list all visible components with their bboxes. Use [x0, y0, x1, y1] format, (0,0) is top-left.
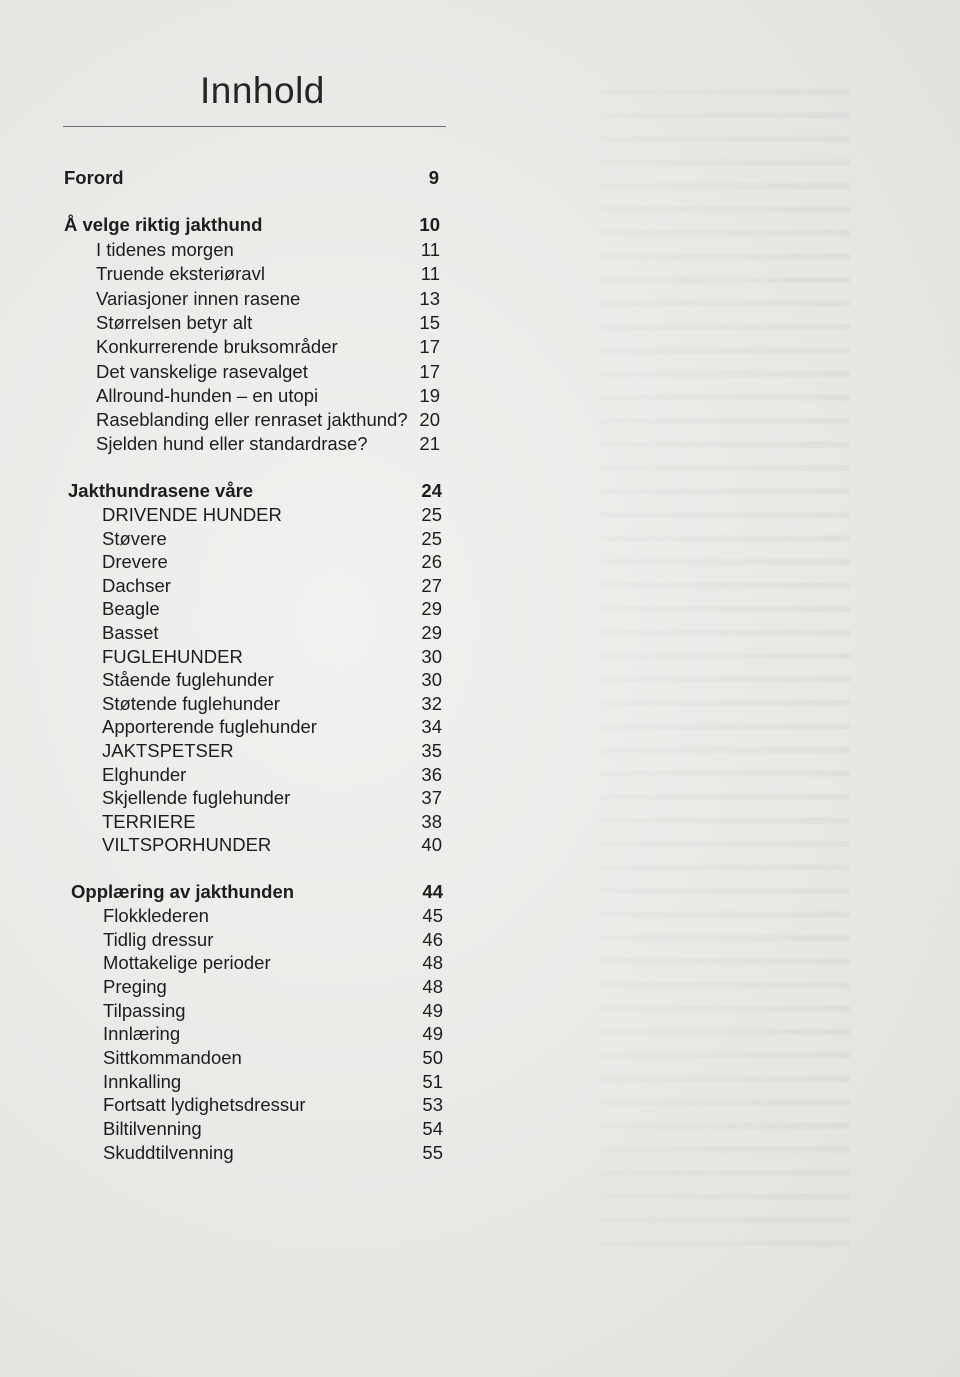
toc-entry-page-number: 25 — [421, 527, 442, 549]
toc-entry-label: JAKTSPETSER — [102, 740, 234, 761]
page-title: Innhold — [200, 70, 325, 111]
toc-entry — [96, 311, 440, 335]
toc-entry-label: FUGLEHUNDER — [102, 645, 243, 667]
toc-entry — [96, 408, 440, 432]
toc-entry-label: VILTSPORHUNDER — [102, 834, 272, 856]
toc-entry-label: Mottakelige perioder — [103, 952, 271, 974]
toc-entry-label: Elghunder — [102, 763, 187, 785]
toc-entry — [96, 432, 440, 456]
toc-entry-page-number: 15 — [419, 311, 440, 333]
toc-entry — [96, 262, 440, 286]
toc-entry-page-number: 11 — [420, 263, 440, 285]
toc-entry — [102, 739, 442, 763]
toc-entry-page-number: 38 — [421, 810, 442, 832]
toc-entry-page-number: 35 — [421, 740, 442, 761]
toc-entry-label: Sittkommandoen — [103, 1046, 242, 1068]
toc-entry-page-number: 49 — [422, 1023, 443, 1045]
toc-entry-page-number: 50 — [422, 1046, 443, 1068]
toc-entry — [96, 238, 440, 262]
toc-entry-page-number: 54 — [422, 1117, 443, 1139]
toc-entry-page-number: 37 — [421, 787, 442, 809]
section-page-number: 10 — [419, 214, 440, 235]
toc-entry-label: Fortsatt lydighetsdressur — [103, 1094, 306, 1116]
toc-entry-page-number: 17 — [419, 336, 440, 358]
toc-entry-page-number: 26 — [421, 551, 442, 573]
toc-entry — [102, 645, 442, 669]
toc-entry-page-number: 40 — [421, 834, 442, 856]
toc-entry-label: Flokklederen — [103, 905, 209, 926]
toc-entry-label: Variasjoner innen rasene — [96, 287, 301, 309]
toc-entry-page-number: 46 — [422, 928, 443, 950]
toc-entry-label: Preging — [103, 975, 167, 997]
toc-entry-label: Skuddtilvenning — [103, 1141, 234, 1163]
toc-entry — [103, 1093, 443, 1117]
toc-entry-page-number: 21 — [419, 433, 440, 455]
section-page-number: 9 — [428, 167, 439, 188]
toc-entry — [102, 574, 442, 598]
toc-entry — [102, 503, 442, 527]
toc-entry — [103, 928, 443, 952]
toc-entry-page-number: 36 — [421, 763, 442, 785]
toc-entry-label: Tilpassing — [103, 999, 186, 1021]
toc-entry-page-number: 29 — [421, 598, 442, 620]
section-heading-forord — [64, 166, 439, 190]
toc-entry-label: Støtende fuglehunder — [102, 692, 280, 714]
toc-entry — [102, 810, 442, 834]
toc-entry-label: Allround-hunden – en utopi — [96, 384, 319, 406]
toc-entry-page-number: 48 — [422, 975, 443, 997]
toc-entry-label: Skjellende fuglehunder — [102, 787, 291, 809]
toc-entry — [102, 786, 442, 810]
toc-entry — [96, 287, 440, 311]
toc-entry-label: Konkurrerende bruksområder — [96, 336, 338, 358]
toc-entry-label: Innkalling — [103, 1070, 182, 1092]
toc-entry — [102, 550, 442, 574]
section-heading-opplaering-av-jakthunden — [71, 880, 443, 904]
toc-entry-label: Beagle — [102, 598, 160, 620]
section-title: Opplæring av jakthunden — [71, 881, 295, 902]
toc-entry-label: Størrelsen betyr alt — [96, 311, 253, 333]
section-page-number: 24 — [421, 480, 442, 501]
toc-entry-label: Apporterende fuglehunder — [102, 716, 317, 738]
toc-entry — [102, 833, 442, 857]
toc-entry-label: Støvere — [102, 527, 167, 549]
toc-entry-page-number: 19 — [419, 384, 440, 406]
toc-entry-label: Stående fuglehunder — [102, 669, 274, 691]
toc-entry-page-number: 29 — [421, 622, 442, 643]
section-heading-jakthundrasene-vare — [68, 479, 442, 503]
toc-entry — [103, 1046, 443, 1070]
section-title: Å velge riktig jakthund — [64, 214, 263, 235]
toc-entry-page-number: 17 — [419, 360, 440, 382]
toc-entry — [96, 384, 440, 408]
toc-entry — [103, 1070, 443, 1094]
toc-entry-page-number: 45 — [422, 905, 443, 926]
toc-entry — [102, 715, 442, 739]
toc-entry-label: Tidlig dressur — [103, 928, 214, 950]
toc-entry-label: I tidenes morgen — [96, 239, 234, 260]
section-title: Jakthundrasene våre — [68, 480, 254, 501]
toc-entry — [96, 335, 440, 359]
toc-entry-page-number: 27 — [421, 574, 442, 596]
toc-entry-page-number: 53 — [422, 1094, 443, 1116]
toc-entry — [103, 904, 443, 928]
toc-entry-page-number: 13 — [419, 287, 440, 309]
toc-entry — [103, 1117, 443, 1141]
toc-entry-page-number: 55 — [422, 1141, 443, 1163]
toc-entry-label: TERRIERE — [102, 810, 196, 832]
toc-entry — [103, 1141, 443, 1165]
toc-entry-page-number: 51 — [422, 1070, 443, 1092]
toc-entry — [102, 692, 442, 716]
toc-entry — [103, 975, 443, 999]
section-title: Forord — [64, 167, 124, 188]
toc-entry — [96, 360, 440, 384]
toc-entry-label: DRIVENDE HUNDER — [102, 504, 282, 525]
toc-entry-label: Truende eksteriøravl — [96, 263, 265, 285]
toc-entry — [102, 527, 442, 551]
toc-entry — [102, 597, 442, 621]
toc-entry — [103, 1022, 443, 1046]
toc-entry-page-number: 32 — [421, 692, 442, 714]
toc-entry-page-number: 49 — [422, 999, 443, 1021]
toc-entry — [102, 763, 442, 787]
toc-entry-label: Biltilvenning — [103, 1117, 202, 1139]
section-heading-a-velge-riktig-jakthund — [64, 213, 440, 237]
toc-entry — [102, 621, 442, 645]
toc-entry-page-number: 34 — [421, 716, 442, 738]
toc-entry-label: Dachser — [102, 574, 171, 596]
toc-entry-label: Drevere — [102, 551, 168, 573]
toc-entry — [102, 668, 442, 692]
toc-entry-label: Innlæring — [103, 1023, 181, 1045]
toc-entry-page-number: 30 — [421, 645, 442, 667]
toc-entry-label: Basset — [102, 622, 159, 643]
toc-entry — [103, 999, 443, 1023]
toc-entry-label: Det vanskelige rasevalget — [96, 360, 308, 382]
toc-entry-page-number: 25 — [421, 504, 442, 525]
toc-entry-page-number: 20 — [419, 409, 440, 431]
toc-entry — [103, 951, 443, 975]
toc-entry-label: Raseblanding eller renraset jakthund? — [96, 409, 408, 431]
section-page-number: 44 — [422, 881, 443, 902]
toc-entry-page-number: 30 — [421, 669, 442, 691]
toc-entry-page-number: 11 — [420, 239, 440, 260]
toc-entry-label: Sjelden hund eller standardrase? — [96, 433, 368, 455]
toc-entry-page-number: 48 — [422, 952, 443, 974]
